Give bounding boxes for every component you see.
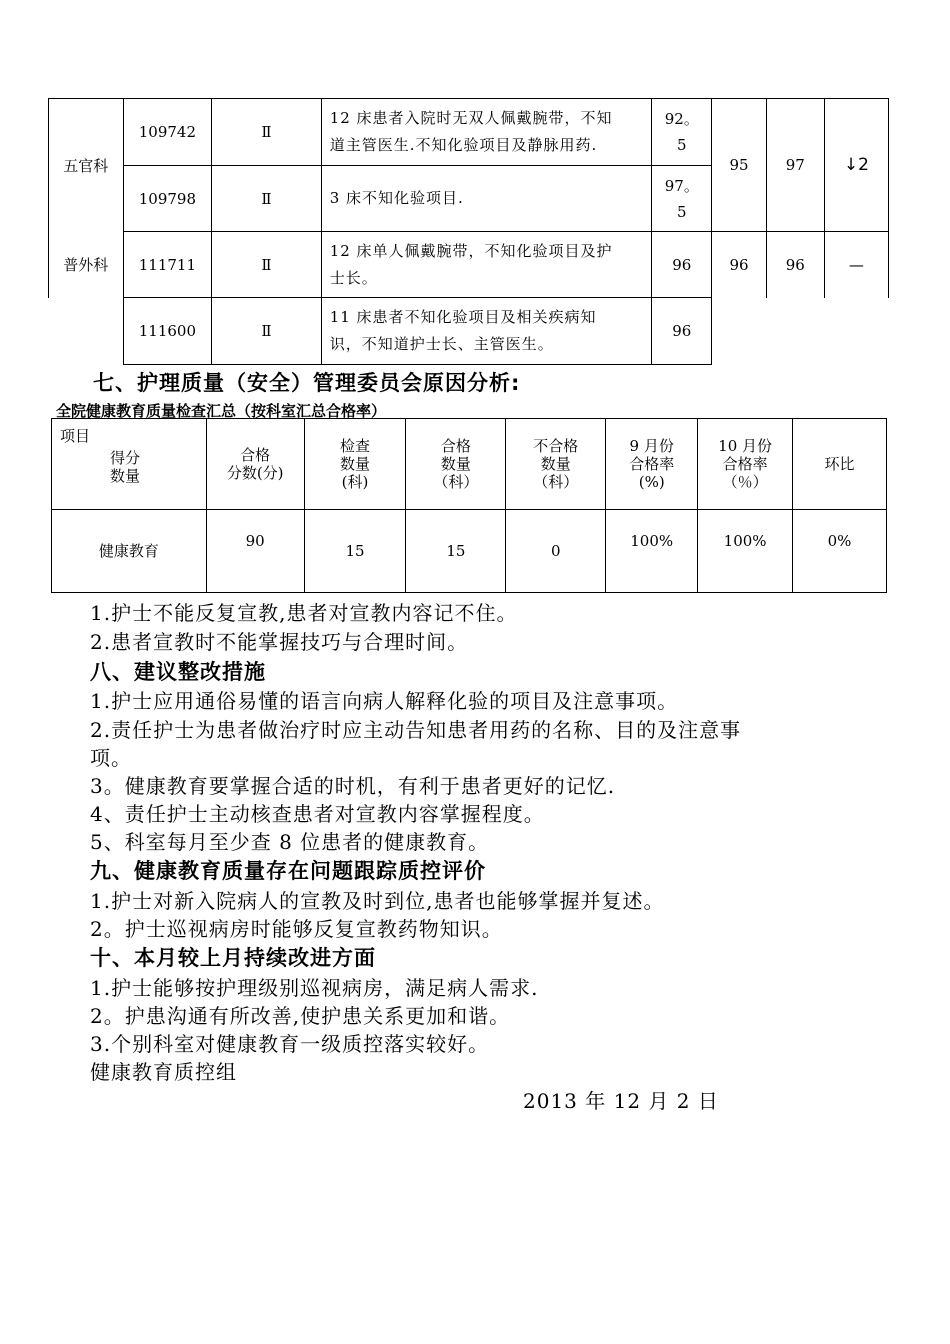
evaluation-item: 1.护士对新入院病人的宣教及时到位,患者也能够掌握并复述。 [90,889,665,913]
issue-text: 12 床患者入院时无双人佩戴腕带，不知 道主管医生.不知化验项目及静脉用药. [321,99,652,166]
oct-rate-header: 10 月份 合格率 （％） [698,419,793,510]
ratio-header: 环比 [793,419,887,510]
measure-item: 5、科室每月至少查 8 位患者的健康教育。 [90,830,490,854]
group-prev-score: 97 [766,99,824,232]
measure-item: 1.护士应用通俗易懂的语言向病人解释化验的项目及注意事项。 [90,689,679,713]
group-trend: ↓2 [824,99,888,232]
row-name: 健康教育 [52,510,207,593]
section7-heading: 七、护理质量（安全）管理委员会原因分析: [93,371,521,395]
evaluation-item: 2。护士巡视病房时能够反复宣教药物知识。 [90,917,503,941]
checked-count-value: 15 [304,510,406,593]
passed-count-value: 15 [406,510,506,593]
section10-heading: 十、本月较上月持续改进方面 [90,946,376,970]
item-header: 项目 得分 数量 [52,419,207,510]
section9-heading: 九、健康教育质量存在问题跟踪质控评价 [90,859,486,883]
pass-score-value: 90 [206,510,304,593]
measure-item: 2.责任护士为患者做治疗时应主动告知患者用药的名称、目的及注意事 [90,718,742,742]
care-level: Ⅱ [212,166,322,232]
dept-score-table [48,98,889,365]
care-level: Ⅱ [212,298,322,365]
group-trend: — [824,232,888,298]
patient-id: 109742 [123,99,212,166]
score: 96 [652,298,712,365]
improvement-item: 2。护患沟通有所改善,使护患关系更加和谐。 [90,1004,511,1028]
dept-label-wuguan: 五官科 [49,99,124,232]
sep-rate-value: 100% [606,510,698,593]
health-education-summary-table [51,418,887,593]
issue-text: 3 床不知化验项目. [321,166,652,232]
ratio-value: 0% [793,510,887,593]
issue-text: 12 床单人佩戴腕带，不知化验项目及护 士长。 [321,232,652,298]
failed-count-value: 0 [506,510,606,593]
patient-id: 111600 [123,298,212,365]
cause-item: 1.护士不能反复宣教,患者对宣教内容记不住。 [90,601,518,625]
report-date: 2013 年 12 月 2 日 [523,1089,719,1113]
improvement-item: 3.个别科室对健康教育一级质控落实较好。 [90,1032,490,1056]
patient-id: 111711 [123,232,212,298]
score: 92。 5 [652,99,712,166]
failed-count-header: 不合格 数量 （科） [506,419,606,510]
group-prev-score: 96 [766,232,824,298]
measure-item: 3。健康教育要掌握合适的时机，有利于患者更好的记忆. [90,774,616,798]
dept-label-puwai: 普外科 [49,232,124,298]
passed-count-header: 合格 数量 （科） [406,419,506,510]
oct-rate-value: 100% [698,510,793,593]
patient-id: 109798 [123,166,212,232]
signature: 健康教育质控组 [90,1060,237,1084]
sep-rate-header: 9 月份 合格率 (%) [606,419,698,510]
cause-item: 2.患者宣教时不能掌握技巧与合理时间。 [90,630,469,654]
measure-item: 4、责任护士主动核查患者对宣教内容掌握程度。 [90,802,545,826]
care-level: Ⅱ [212,99,322,166]
improvement-item: 1.护士能够按护理级别巡视病房，满足病人需求. [90,976,539,1000]
score: 96 [652,232,712,298]
pass-score-header: 合格 分数(分) [206,419,304,510]
issue-text: 11 床患者不知化验项目及相关疾病知 识，不知道护士长、主管医生。 [321,298,652,365]
section8-heading: 八、建议整改措施 [90,660,266,684]
group-avg-score: 96 [712,232,766,298]
measure-item-cont: 项。 [90,746,132,770]
care-level: Ⅱ [212,232,322,298]
group-avg-score: 95 [712,99,766,232]
summary-table-title: 全院健康教育质量检查汇总（按科室汇总合格率） [56,402,387,420]
checked-count-header: 检查 数量 (科) [304,419,406,510]
score: 97。 5 [652,166,712,232]
